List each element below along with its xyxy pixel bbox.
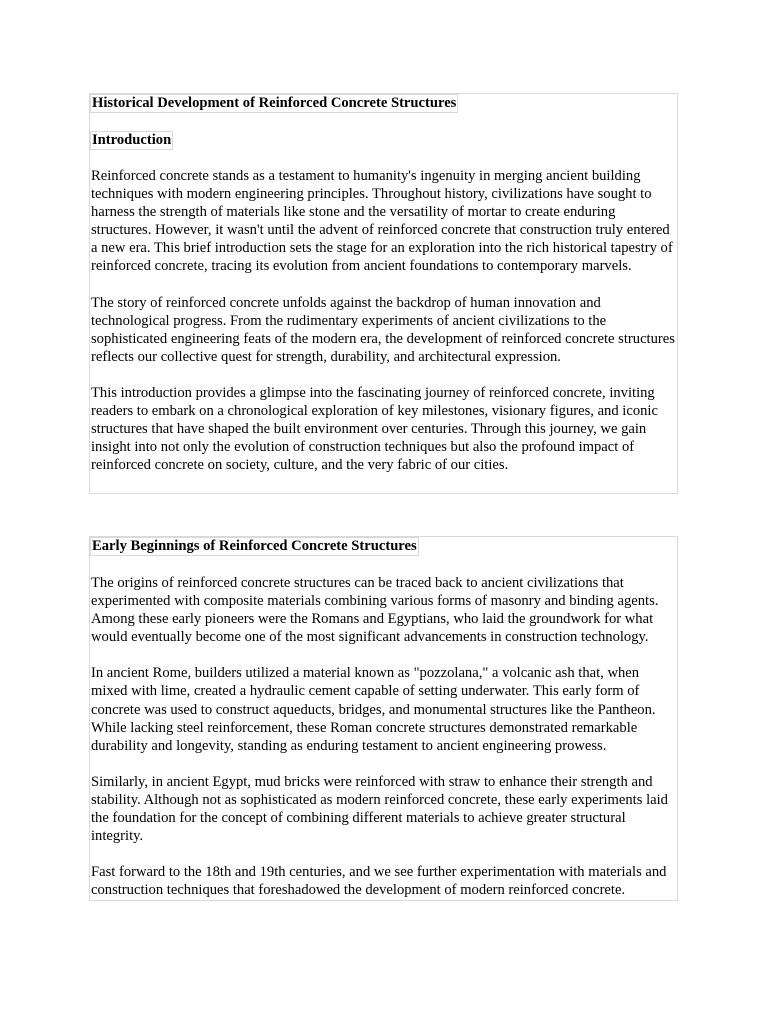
intro-paragraph-3: This introduction provides a glimpse into the fascinating journey of reinforced concrete, inviting readers to embark on a chronological exploration of key milestones, visionary figures, and iconic structures that have shaped the built environment over centuries. Through this journey, we gain insight into not only the evolution of construction techniques but also the profound impact of reinforced concrete on society, culture, and the very fabric of our cities.	[91, 384, 658, 474]
early-paragraph-2: In ancient Rome, builders utilized a material known as "pozzolana," a volcanic ash that, when mixed with lime, created a hydraulic cement capable of setting underwater. This early form of concrete was used to construct aqueducts, bridges, and monumental structures like the Pantheon. While lacking steel reinforcement, these Roman concrete structures demonstrated remarkable durability and longevity, standing as enduring testament to ancient engineering prowess.	[91, 665, 656, 754]
intro-paragraph-2: The story of reinforced concrete unfolds against the backdrop of human innovation and technological progress. From the rudimentary experiments of ancient civilizations to the sophisticated engineering feats of the modern era, the development of reinforced concrete structures reflects our collective quest for strength, durability, and architectural expression.	[91, 294, 675, 365]
intro-paragraph-1: Reinforced concrete stands as a testament to humanity's ingenuity in merging ancient building techniques with modern engineering principles. Throughout history, civilizations have sought to harness the strength of materials like stone and the versatility of mortar to create enduring structures. However, it wasn't until the advent of reinforced concrete that construction truly entered a new era. This brief introduction sets the stage for an exploration into the rich historical tapestry of reinforced concrete, tracing its evolution from ancient foundations to contemporary marvels.	[91, 168, 673, 275]
section-early-beginnings	[89, 536, 678, 901]
early-beginnings-heading: Early Beginnings of Reinforced Concrete Structures	[92, 538, 417, 554]
introduction-heading: Introduction	[92, 132, 172, 148]
early-paragraph-3: Similarly, in ancient Egypt, mud bricks were reinforced with straw to enhance their strength and stability. Although not as sophisticated as modern reinforced concrete, these early experiments laid the foundation for the concept of combining different materials to achieve greater structural integrity.	[91, 773, 668, 845]
early-paragraph-1: The origins of reinforced concrete structures can be traced back to ancient civilizations that experimented with composite materials combining various forms of masonry and binding agents. Among these early pioneers were the Romans and Egyptians, who laid the groundwork for what would eventually become one of the most significant advancements in construction technology.	[91, 575, 659, 646]
section-introduction	[89, 93, 678, 494]
early-paragraph-4: Fast forward to the 18th and 19th centuries, and we see further experimentation with materials and construction techniques that foreshadowed the development of modern reinforced concrete.	[91, 864, 667, 899]
document-title: Historical Development of Reinforced Concrete Structures	[92, 95, 457, 111]
